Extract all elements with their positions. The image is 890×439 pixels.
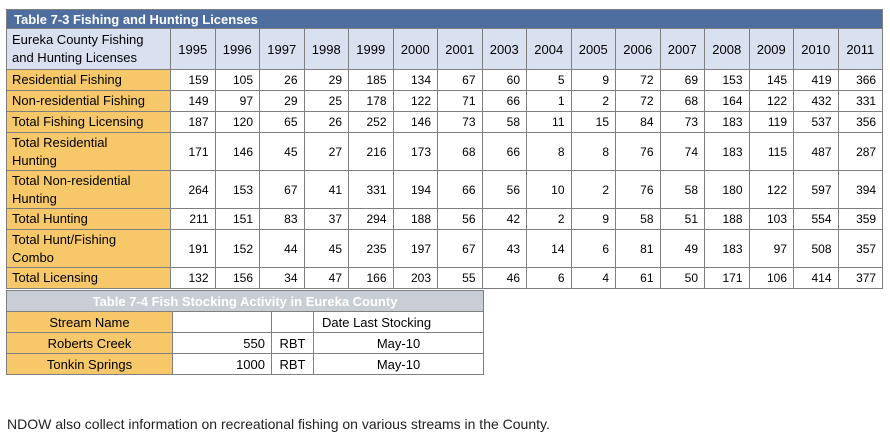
value-cell: 10 (527, 171, 572, 209)
value-cell: 153 (705, 70, 750, 91)
year-header-cell: 2010 (794, 29, 839, 70)
year-header-cell: 1996 (215, 29, 260, 70)
value-cell: 2 (527, 209, 572, 230)
value-cell: 60 (482, 70, 527, 91)
value-cell: 153 (215, 171, 260, 209)
row-label-line: Total Hunting (12, 211, 88, 226)
species-header (272, 312, 314, 333)
value-cell: 178 (349, 91, 394, 112)
table-row (7, 133, 883, 171)
value-cell: 65 (260, 112, 305, 133)
value-cell: 2 (571, 91, 616, 112)
value-cell: 68 (660, 91, 705, 112)
value-cell: 45 (260, 133, 305, 171)
value-cell: 51 (660, 209, 705, 230)
value-cell: 76 (616, 171, 661, 209)
value-cell: 9 (571, 70, 616, 91)
year-header-cell: 2005 (571, 29, 616, 70)
value-cell: 235 (349, 230, 394, 268)
value-cell: 331 (349, 171, 394, 209)
date-header: Date Last Stocking (314, 312, 484, 333)
species-cell: RBT (272, 333, 314, 354)
table-7-4-title: Table 7-4 Fish Stocking Activity in Eureka County (7, 291, 484, 312)
value-cell: 44 (260, 230, 305, 268)
species-cell: RBT (272, 354, 314, 375)
value-cell: 5 (527, 70, 572, 91)
value-cell: 72 (616, 70, 661, 91)
table-row (7, 354, 484, 375)
value-cell: 61 (616, 268, 661, 289)
value-cell: 37 (304, 209, 349, 230)
value-cell: 185 (349, 70, 394, 91)
value-cell: 66 (482, 91, 527, 112)
header-label-line-2: and Hunting Licenses (12, 50, 138, 65)
row-label-line: Total Fishing Licensing (12, 114, 144, 129)
value-cell: 166 (349, 268, 394, 289)
value-cell: 97 (749, 230, 794, 268)
value-cell: 146 (215, 133, 260, 171)
value-cell: 26 (304, 112, 349, 133)
value-cell: 9 (571, 209, 616, 230)
value-cell: 73 (438, 112, 483, 133)
table-row (7, 333, 484, 354)
value-cell: 554 (794, 209, 839, 230)
year-header-cell: 1997 (260, 29, 305, 70)
row-label-line: Total Non-residential (12, 172, 131, 188)
value-cell: 26 (260, 70, 305, 91)
value-cell: 132 (171, 268, 216, 289)
value-cell: 68 (438, 133, 483, 171)
table-row (7, 230, 883, 268)
fishing-hunting-licenses-table (6, 9, 883, 289)
stock-count-cell: 1000 (173, 354, 272, 375)
value-cell: 58 (660, 171, 705, 209)
value-cell: 203 (393, 268, 438, 289)
row-label-line: Residential Fishing (12, 72, 122, 87)
value-cell: 487 (794, 133, 839, 171)
value-cell: 6 (527, 268, 572, 289)
value-cell: 66 (482, 133, 527, 171)
value-cell: 50 (660, 268, 705, 289)
value-cell: 15 (571, 112, 616, 133)
year-header-cell: 1995 (171, 29, 216, 70)
stream-name-cell: Tonkin Springs (7, 354, 173, 375)
value-cell: 432 (794, 91, 839, 112)
count-header (173, 312, 272, 333)
value-cell: 71 (438, 91, 483, 112)
value-cell: 67 (438, 70, 483, 91)
value-cell: 122 (749, 91, 794, 112)
value-cell: 216 (349, 133, 394, 171)
row-label-line: Total Residential (12, 134, 108, 150)
value-cell: 34 (260, 268, 305, 289)
year-header-cell: 2009 (749, 29, 794, 70)
row-label-line: Hunting (12, 190, 57, 206)
row-label-cell (7, 209, 171, 230)
value-cell: 159 (171, 70, 216, 91)
value-cell: 145 (749, 70, 794, 91)
stocking-header-row (7, 312, 484, 333)
value-cell: 58 (616, 209, 661, 230)
value-cell: 188 (705, 209, 750, 230)
value-cell: 191 (171, 230, 216, 268)
value-cell: 29 (304, 70, 349, 91)
year-header-cell: 2007 (660, 29, 705, 70)
value-cell: 2 (571, 171, 616, 209)
value-cell: 197 (393, 230, 438, 268)
table-row (7, 171, 883, 209)
value-cell: 171 (171, 133, 216, 171)
value-cell: 183 (705, 230, 750, 268)
row-label-cell (7, 133, 171, 171)
value-cell: 252 (349, 112, 394, 133)
value-cell: 287 (838, 133, 883, 171)
row-label-line: Total Hunt/Fishing (12, 231, 117, 247)
table-header-row (7, 29, 883, 70)
stock-count-cell: 550 (173, 333, 272, 354)
value-cell: 188 (393, 209, 438, 230)
row-label-line: Total Licensing (12, 270, 98, 285)
value-cell: 180 (705, 171, 750, 209)
value-cell: 41 (304, 171, 349, 209)
value-cell: 173 (393, 133, 438, 171)
value-cell: 42 (482, 209, 527, 230)
value-cell: 134 (393, 70, 438, 91)
value-cell: 81 (616, 230, 661, 268)
value-cell: 156 (215, 268, 260, 289)
value-cell: 43 (482, 230, 527, 268)
table-row (7, 70, 883, 91)
value-cell: 56 (482, 171, 527, 209)
value-cell: 164 (705, 91, 750, 112)
year-header-cell: 2011 (838, 29, 883, 70)
value-cell: 122 (393, 91, 438, 112)
value-cell: 6 (571, 230, 616, 268)
value-cell: 73 (660, 112, 705, 133)
fish-stocking-table (6, 290, 484, 375)
value-cell: 357 (838, 230, 883, 268)
value-cell: 83 (260, 209, 305, 230)
value-cell: 66 (438, 171, 483, 209)
year-header-cell: 2003 (482, 29, 527, 70)
value-cell: 8 (571, 133, 616, 171)
value-cell: 29 (260, 91, 305, 112)
row-label-line: Combo (12, 249, 54, 265)
value-cell: 106 (749, 268, 794, 289)
year-header-cell: 2004 (527, 29, 572, 70)
row-label-cell (7, 171, 171, 209)
value-cell: 120 (215, 112, 260, 133)
value-cell: 183 (705, 112, 750, 133)
table-row (7, 268, 883, 289)
value-cell: 1 (527, 91, 572, 112)
value-cell: 183 (705, 133, 750, 171)
value-cell: 119 (749, 112, 794, 133)
value-cell: 194 (393, 171, 438, 209)
table-row (7, 112, 883, 133)
ndow-note-paragraph: NDOW also collect information on recreational fishing on various streams in the County. (7, 416, 550, 432)
value-cell: 74 (660, 133, 705, 171)
date-cell: May-10 (314, 333, 484, 354)
row-label-cell (7, 91, 171, 112)
table-7-3-title: Table 7-3 Fishing and Hunting Licenses (7, 10, 883, 29)
value-cell: 414 (794, 268, 839, 289)
value-cell: 359 (838, 209, 883, 230)
row-label-line: Non-residential Fishing (12, 93, 145, 108)
value-cell: 97 (215, 91, 260, 112)
value-cell: 72 (616, 91, 661, 112)
value-cell: 46 (482, 268, 527, 289)
value-cell: 394 (838, 171, 883, 209)
value-cell: 171 (705, 268, 750, 289)
date-cell: May-10 (314, 354, 484, 375)
value-cell: 25 (304, 91, 349, 112)
value-cell: 55 (438, 268, 483, 289)
header-label-cell (7, 29, 171, 70)
value-cell: 331 (838, 91, 883, 112)
value-cell: 8 (527, 133, 572, 171)
value-cell: 149 (171, 91, 216, 112)
value-cell: 377 (838, 268, 883, 289)
row-label-cell (7, 70, 171, 91)
value-cell: 84 (616, 112, 661, 133)
year-header-cell: 2000 (393, 29, 438, 70)
value-cell: 294 (349, 209, 394, 230)
value-cell: 27 (304, 133, 349, 171)
year-header-cell: 1999 (349, 29, 394, 70)
year-header-cell: 2008 (705, 29, 750, 70)
value-cell: 45 (304, 230, 349, 268)
value-cell: 67 (438, 230, 483, 268)
value-cell: 103 (749, 209, 794, 230)
value-cell: 11 (527, 112, 572, 133)
table-row (7, 91, 883, 112)
value-cell: 76 (616, 133, 661, 171)
year-header-cell: 1998 (304, 29, 349, 70)
row-label-line: Hunting (12, 152, 57, 168)
value-cell: 105 (215, 70, 260, 91)
value-cell: 419 (794, 70, 839, 91)
value-cell: 152 (215, 230, 260, 268)
value-cell: 537 (794, 112, 839, 133)
value-cell: 151 (215, 209, 260, 230)
header-label-line-1: Eureka County Fishing (12, 32, 144, 47)
year-header-cell: 2006 (616, 29, 661, 70)
value-cell: 47 (304, 268, 349, 289)
table-row (7, 209, 883, 230)
value-cell: 4 (571, 268, 616, 289)
value-cell: 211 (171, 209, 216, 230)
year-header-cell: 2001 (438, 29, 483, 70)
value-cell: 58 (482, 112, 527, 133)
stream-name-cell: Roberts Creek (7, 333, 173, 354)
value-cell: 146 (393, 112, 438, 133)
value-cell: 508 (794, 230, 839, 268)
value-cell: 356 (838, 112, 883, 133)
value-cell: 115 (749, 133, 794, 171)
row-label-cell (7, 268, 171, 289)
value-cell: 56 (438, 209, 483, 230)
stream-name-header: Stream Name (7, 312, 173, 333)
value-cell: 366 (838, 70, 883, 91)
value-cell: 67 (260, 171, 305, 209)
value-cell: 49 (660, 230, 705, 268)
row-label-cell (7, 112, 171, 133)
value-cell: 597 (794, 171, 839, 209)
value-cell: 264 (171, 171, 216, 209)
value-cell: 187 (171, 112, 216, 133)
value-cell: 14 (527, 230, 572, 268)
row-label-cell (7, 230, 171, 268)
value-cell: 69 (660, 70, 705, 91)
value-cell: 122 (749, 171, 794, 209)
